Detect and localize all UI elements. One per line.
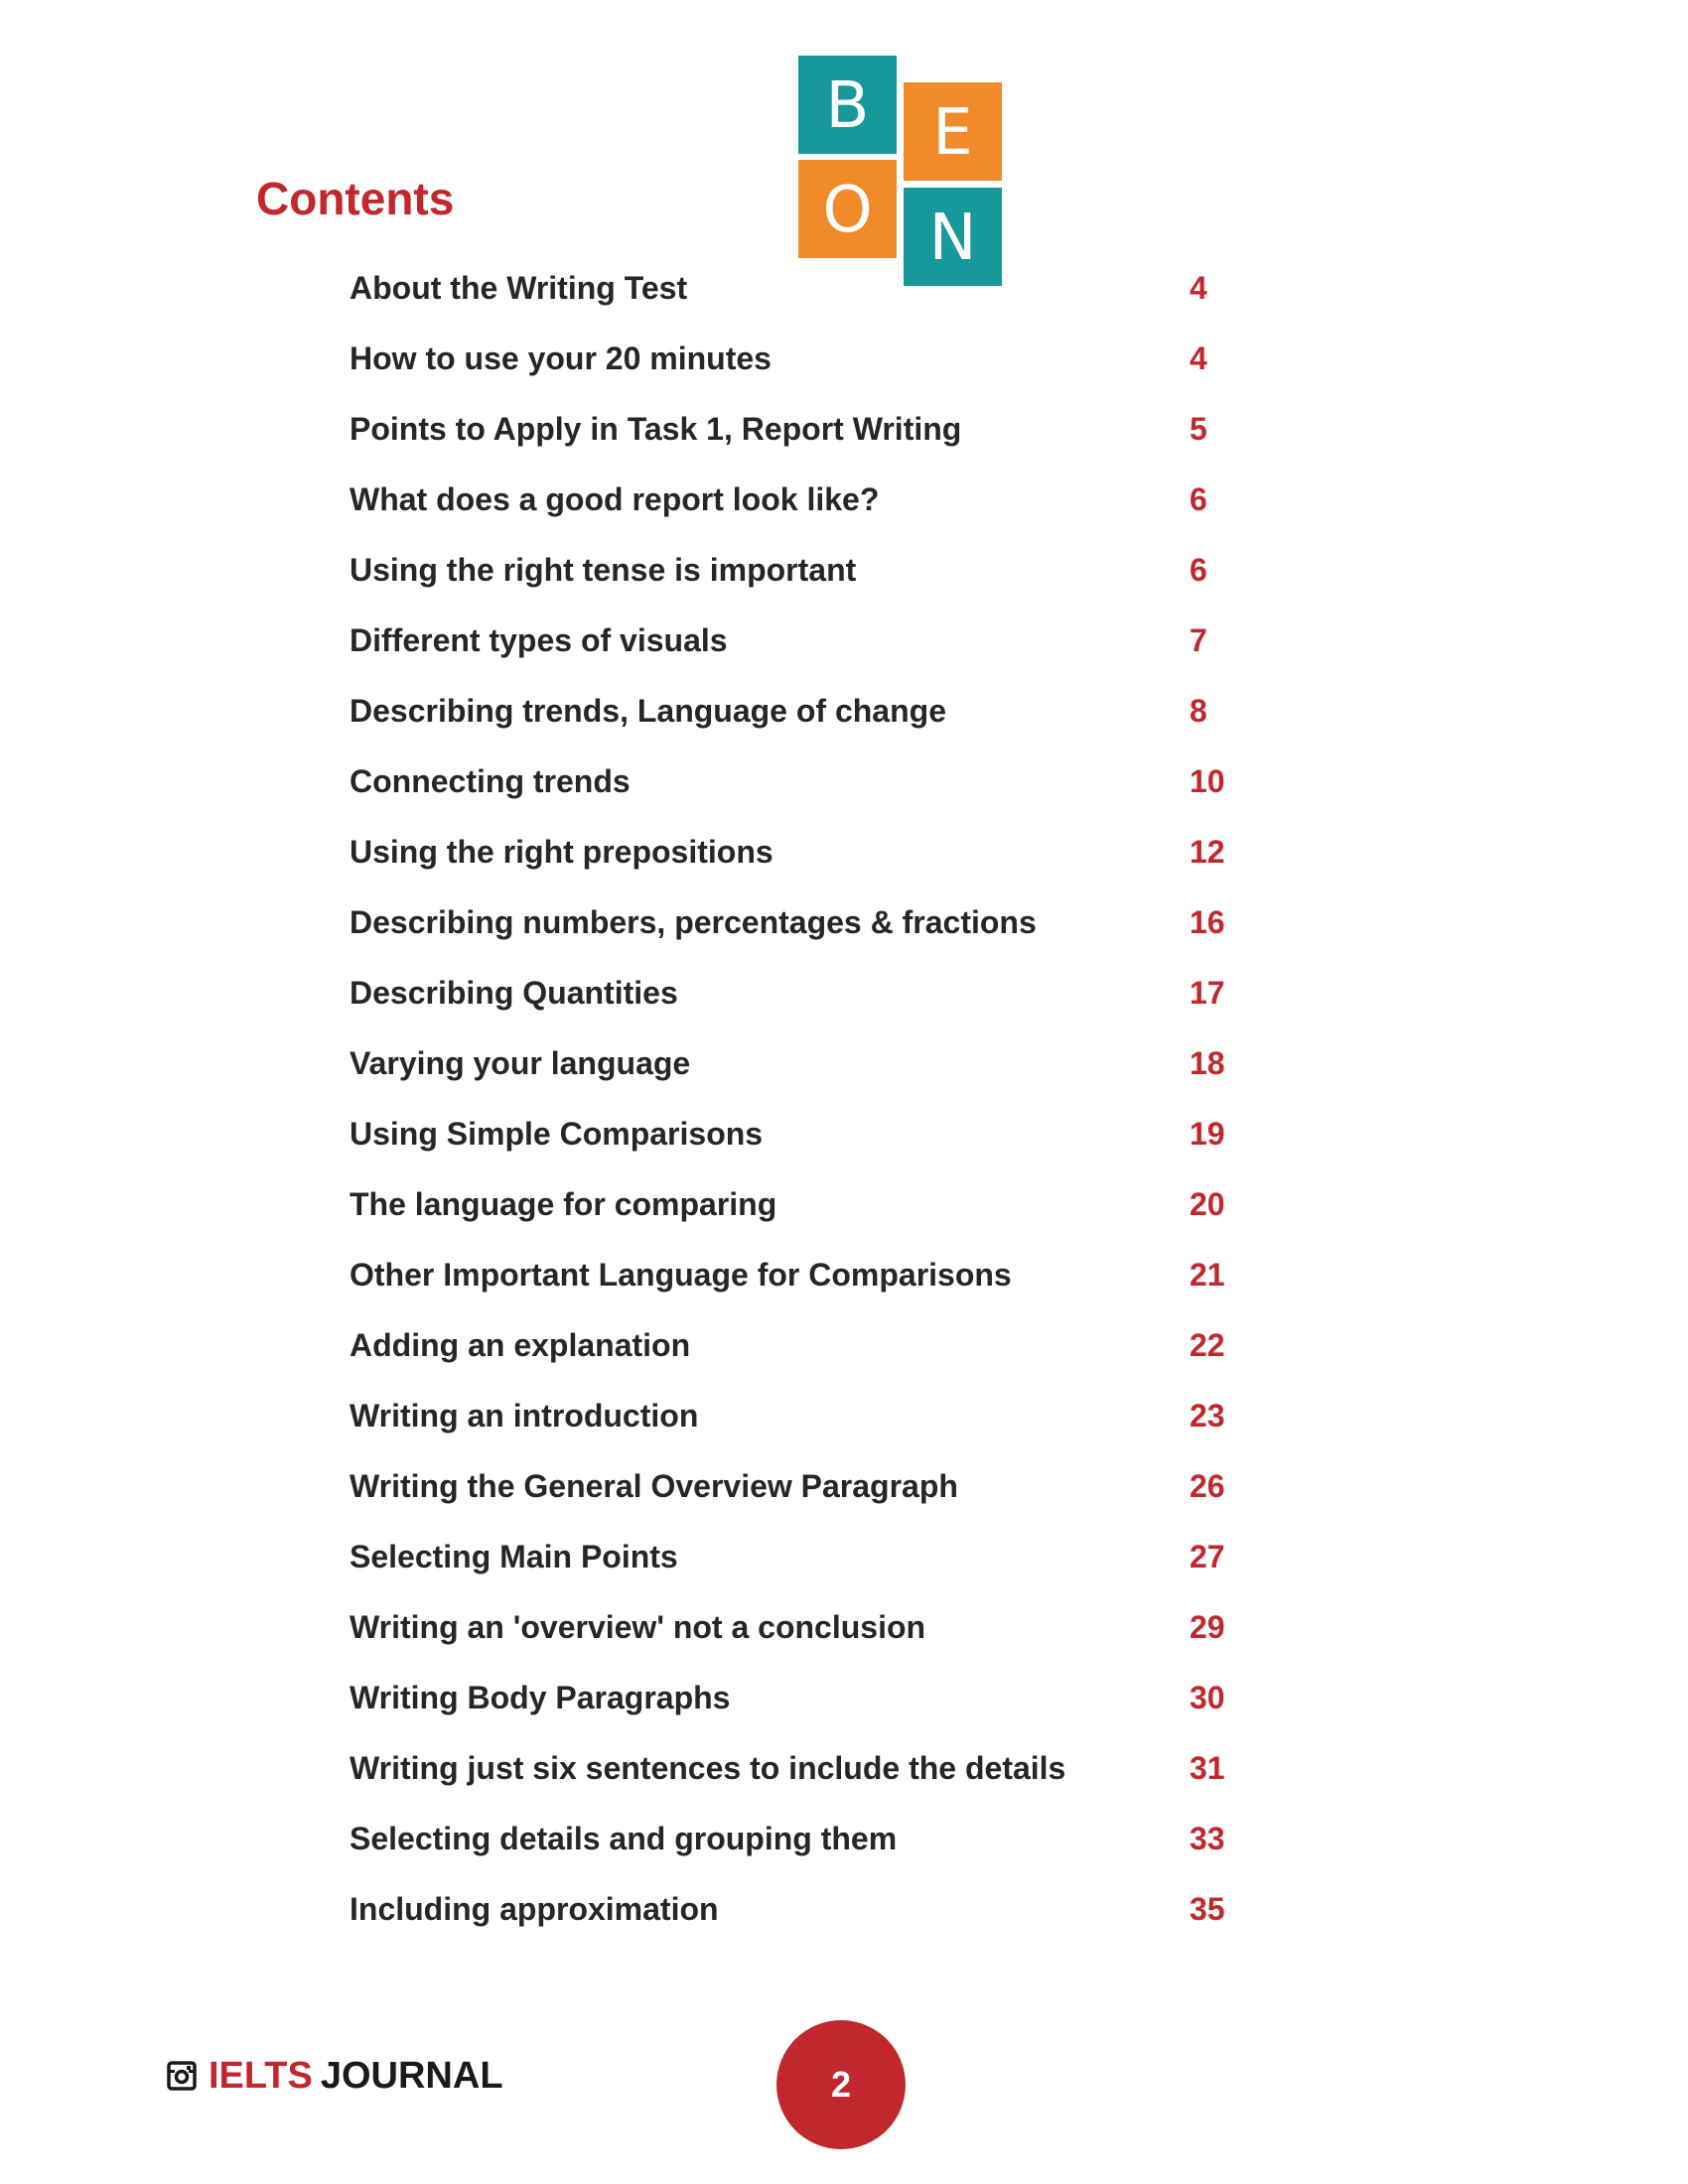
toc-entry-title: What does a good report look like? <box>350 481 880 517</box>
toc-entry[interactable] <box>350 896 1243 967</box>
toc-entry[interactable] <box>350 1742 1243 1813</box>
toc-entry[interactable] <box>350 1601 1243 1672</box>
toc-entry-title: Using Simple Comparisons <box>350 1116 764 1152</box>
toc-entry[interactable] <box>350 1672 1243 1742</box>
logo-tile-e: E <box>902 80 1004 183</box>
toc-entry-page: 31 <box>1190 1750 1225 1786</box>
toc-entry-page: 33 <box>1190 1821 1225 1856</box>
toc-entry-title: Writing an 'overview' not a conclusion <box>350 1609 926 1645</box>
toc-entry[interactable] <box>350 685 1243 755</box>
toc-entry-page: 35 <box>1190 1891 1225 1927</box>
toc-entry[interactable] <box>350 1037 1243 1108</box>
toc-entry-page: 21 <box>1190 1257 1225 1293</box>
toc-entry-page: 4 <box>1190 270 1207 306</box>
brand-ielts: IELTS <box>209 2054 313 2097</box>
toc-entry-page: 10 <box>1190 763 1225 799</box>
toc-entry[interactable] <box>350 755 1243 826</box>
toc-entry[interactable] <box>350 403 1243 474</box>
toc-entry[interactable] <box>350 1883 1243 1954</box>
toc-entry-title: Describing numbers, percentages & fractions <box>350 904 1037 940</box>
beon-logo <box>796 50 1017 296</box>
toc-entry-page: 18 <box>1190 1045 1225 1081</box>
toc-entry-page: 6 <box>1190 481 1207 517</box>
toc-entry-title: Other Important Language for Comparisons <box>350 1257 1012 1293</box>
toc-entry-title: Varying your language <box>350 1045 691 1081</box>
toc-entry-title: The language for comparing <box>350 1186 777 1222</box>
toc-entry-title: Selecting Main Points <box>350 1539 678 1574</box>
toc-entry[interactable] <box>350 1813 1243 1883</box>
toc-entry-title: Writing an introduction <box>350 1398 699 1433</box>
toc-entry-title: Writing Body Paragraphs <box>350 1680 731 1715</box>
toc-entry[interactable] <box>350 1108 1243 1178</box>
toc-entry-page: 23 <box>1190 1398 1225 1433</box>
toc-entry-title: Points to Apply in Task 1, Report Writing <box>350 411 962 447</box>
toc-entry-page: 5 <box>1190 411 1207 447</box>
toc-entry[interactable] <box>350 967 1243 1037</box>
toc-entry[interactable] <box>350 1319 1243 1390</box>
toc-entry[interactable] <box>350 333 1243 403</box>
toc-entry-title: Using the right prepositions <box>350 834 774 870</box>
toc-entry[interactable] <box>350 614 1243 685</box>
toc-entry[interactable] <box>350 544 1243 614</box>
toc-entry[interactable] <box>350 1460 1243 1531</box>
page-title: Contents <box>256 173 455 224</box>
toc-entry-page: 26 <box>1190 1468 1225 1504</box>
toc-entry[interactable] <box>350 474 1243 544</box>
toc-entry-title: Describing Quantities <box>350 975 678 1011</box>
brand-journal: JOURNAL <box>320 2054 503 2097</box>
toc-entry-title: Writing the General Overview Paragraph <box>350 1468 958 1504</box>
toc-entry-title: Using the right tense is important <box>350 552 857 588</box>
toc-entry[interactable] <box>350 1531 1243 1601</box>
toc-entry[interactable] <box>350 1178 1243 1249</box>
toc-entry-page: 29 <box>1190 1609 1225 1645</box>
toc-entry[interactable] <box>350 262 1243 333</box>
toc-entry-title: Including approximation <box>350 1891 719 1927</box>
toc-entry-page: 22 <box>1190 1327 1225 1363</box>
toc-entry-title: Different types of visuals <box>350 622 728 658</box>
toc-entry-title: About the Writing Test <box>350 270 688 306</box>
logo-tile-b: B <box>796 54 899 156</box>
toc-entry-title: Writing just six sentences to include the details <box>350 1750 1066 1786</box>
toc-entry-page: 17 <box>1190 975 1225 1011</box>
toc-entry-title: Selecting details and grouping them <box>350 1821 898 1856</box>
toc-entry-page: 8 <box>1190 693 1207 729</box>
toc-entry-page: 6 <box>1190 552 1207 588</box>
toc-entry[interactable] <box>350 1390 1243 1460</box>
toc-entry[interactable] <box>350 1249 1243 1319</box>
toc-entry-page: 27 <box>1190 1539 1225 1574</box>
toc-entry-page: 7 <box>1190 622 1207 658</box>
table-of-contents <box>350 262 1243 1954</box>
logo-tile-o: O <box>796 158 899 260</box>
toc-entry-page: 19 <box>1190 1116 1225 1152</box>
toc-entry-title: Describing trends, Language of change <box>350 693 946 729</box>
footer-brand <box>167 2051 503 2101</box>
toc-entry-page: 16 <box>1190 904 1225 940</box>
toc-entry[interactable] <box>350 826 1243 896</box>
logo-tile-n: N <box>902 186 1004 288</box>
toc-entry-page: 4 <box>1190 341 1207 376</box>
toc-entry-title: Connecting trends <box>350 763 631 799</box>
toc-entry-page: 30 <box>1190 1680 1225 1715</box>
toc-entry-title: Adding an explanation <box>350 1327 691 1363</box>
page-number-badge: 2 <box>776 2020 906 2149</box>
toc-entry-title: How to use your 20 minutes <box>350 341 772 376</box>
instagram-icon <box>167 2061 197 2091</box>
toc-entry-page: 12 <box>1190 834 1225 870</box>
toc-entry-page: 20 <box>1190 1186 1225 1222</box>
